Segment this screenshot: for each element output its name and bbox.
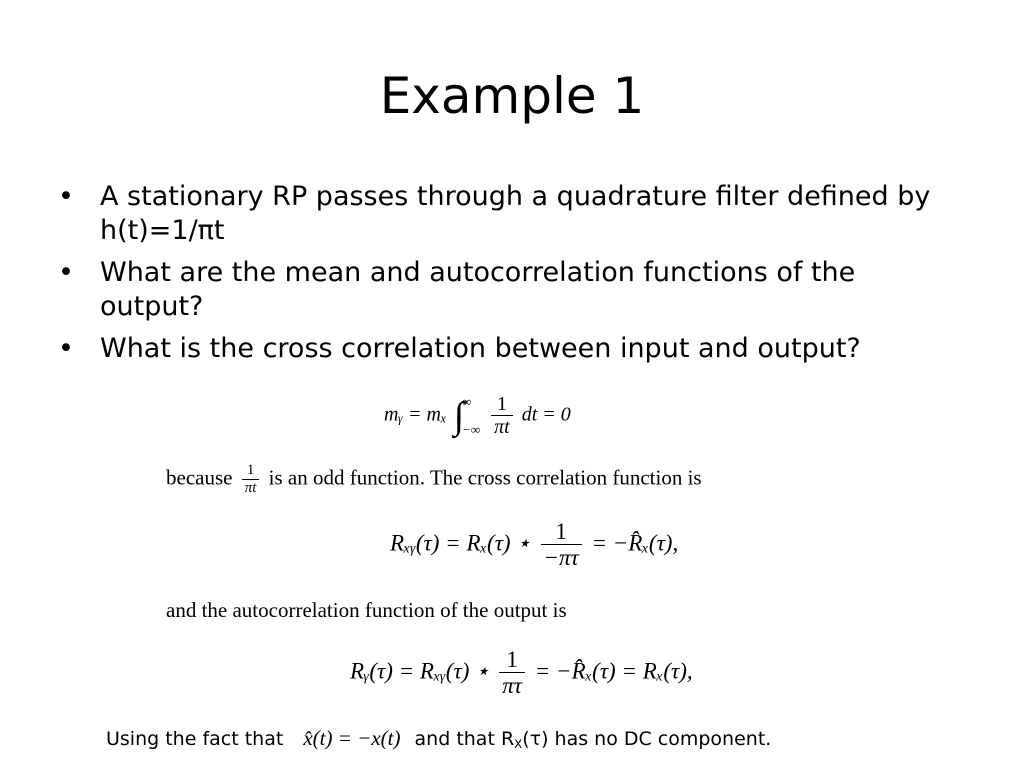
auto-fraction: [499, 648, 525, 698]
fraction-denominator: πt: [242, 479, 260, 497]
integral-limits: [462, 394, 480, 438]
bullet-text: A stationary RP passes through a quadrature filter defined by h(t)=1/πt: [100, 181, 931, 246]
bullet-marker: •: [58, 257, 74, 288]
bullet-item: [56, 256, 956, 324]
fraction-numerator: 1: [496, 393, 507, 415]
fraction-numerator: 1: [506, 647, 518, 672]
because-line: [166, 463, 702, 496]
integral-sign: ∫: [453, 395, 465, 437]
fraction-denominator: πτ: [499, 672, 525, 698]
integral-upper-limit: ∞: [462, 394, 472, 409]
note-subscript: X: [514, 736, 523, 751]
fraction-numerator: 1: [246, 462, 255, 478]
because-rest: is an odd function. The cross correlation function is: [268, 465, 702, 490]
bullet-marker: •: [58, 181, 74, 212]
bullet-item: [56, 332, 956, 366]
mean-equation: [384, 394, 571, 438]
cross-correlation-equation: [390, 520, 678, 570]
bullet-list: [56, 180, 956, 374]
cross-fraction: [541, 520, 582, 570]
auto-lhs: Rᵧ(τ) = Rₓᵧ(τ) ⋆: [350, 658, 490, 684]
cross-lhs: Rₓᵧ(τ) = Rₓ(τ) ⋆: [390, 530, 531, 556]
fraction-numerator: 1: [555, 519, 567, 544]
because-word: because: [166, 465, 233, 490]
note-suffix: (τ) has no DC component.: [522, 728, 772, 750]
integral-lower-limit: −∞: [462, 422, 481, 437]
mean-lhs: mᵧ = mₓ: [384, 403, 447, 426]
bullet-marker: •: [58, 333, 74, 364]
bullet-item: [56, 180, 956, 248]
fraction-denominator: −πτ: [541, 544, 582, 570]
note-identity: x̂(t) = −x(t): [303, 726, 401, 750]
autocorrelation-equation: [350, 648, 693, 698]
because-fraction: [242, 463, 260, 496]
autocorrelation-line: and the autocorrelation function of the output is: [166, 598, 567, 622]
footnote: [106, 726, 771, 751]
integral: [454, 394, 480, 438]
bullet-text: What are the mean and autocorrelation functions of the output?: [100, 257, 856, 322]
note-middle: and that R: [414, 728, 515, 750]
mean-fraction: [491, 394, 513, 438]
bullet-text: What is the cross correlation between input and output?: [100, 333, 861, 364]
slide-title: Example 1: [379, 67, 645, 125]
cross-rhs: = −R̂ₓ(τ),: [591, 530, 679, 556]
note-prefix: Using the fact that: [106, 728, 284, 750]
auto-rhs: = −R̂̂ₓ(τ) = Rₓ(τ),: [534, 658, 693, 684]
mean-rhs: dt = 0: [521, 403, 571, 426]
fraction-denominator: πt: [491, 415, 513, 438]
